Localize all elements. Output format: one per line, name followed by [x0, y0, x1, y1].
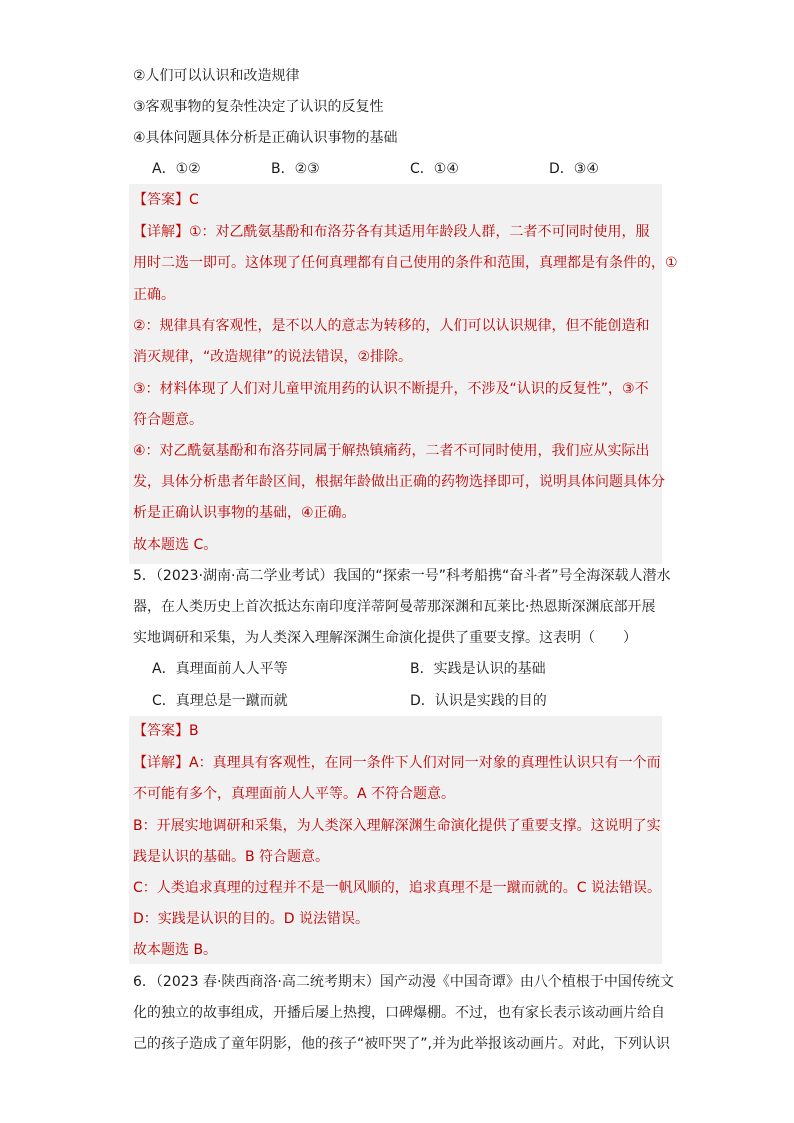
q4-detail-line: 正确。 [133, 287, 175, 303]
q4-detail-line: 析是正确认识事物的基础，④正确。 [133, 505, 356, 521]
q6-stem-line: 6．（2023 春·陕西商洛·高二统考期末）国产动漫《中国奇谭》由八个植根于中国传统文 [133, 974, 674, 990]
q5-detail-line: C：人类追求真理的过程并不是一帆风顺的，追求真理不是一蹴而就的。C 说法错误。 [133, 880, 661, 896]
q4-option-a: A．①② [152, 161, 201, 177]
q4-detail-line: ②：规律具有客观性，是不以人的意志为转移的，人们可以认识规律，但不能创造和 [133, 318, 650, 334]
q5-detail-line: 【详解】A：真理具有客观性，在同一条件下人们对同一对象的真理性认识只有一个而 [133, 755, 661, 771]
q5-stem-line: 实地调研和采集，为人类深入理解深渊生命演化提供了重要支撑。这表明（ ） [133, 630, 637, 646]
q4-detail-line: 发，具体分析患者年龄区间，根据年龄做出正确的药物选择即可，说明具体问题具体分 [133, 474, 665, 490]
q4-answer: 【答案】C [133, 192, 199, 208]
q5-detail-line: 不可能有多个，真理面前人人平等。A 不符合题意。 [133, 786, 456, 802]
q5-detail-line: 践是认识的基础。B 符合题意。 [133, 849, 330, 865]
q5-option-c: C．真理总是一蹴而就 [152, 693, 288, 709]
q4-item-4: ④具体问题具体分析是正确认识事物的基础 [133, 130, 398, 146]
q4-option-d: D．③④ [549, 161, 599, 177]
q6-stem-line: 己的孩子造成了童年阴影，他的孩子“被吓哭了”,并为此举报该动画片。对此，下列认识 [133, 1036, 670, 1052]
q4-detail-line: 【详解】①：对乙酰氨基酚和布洛芬各有其适用年龄段人群，二者不可同时使用，服 [133, 224, 650, 240]
q5-detail-line: B：开展实地调研和采集，为人类深入理解深渊生命演化提供了重要支撑。这说明了实 [133, 818, 661, 834]
q5-stem-line: 5．（2023·湖南·高二学业考试）我国的“探索一号”科考船携“奋斗者”号全海深载人潜水 [133, 568, 671, 584]
q5-detail-line: D：实践是认识的目的。D 说法错误。 [133, 911, 370, 927]
q4-option-c: C．①④ [410, 161, 459, 177]
q5-stem-line: 器，在人类历史上首次抵达东南印度洋蒂阿曼蒂那深渊和瓦莱比·热恩斯深渊底部开展 [133, 599, 656, 615]
q5-option-d: D．认识是实践的目的 [410, 693, 547, 709]
q5-answer: 【答案】B [133, 723, 199, 739]
q5-option-b: B．实践是认识的基础 [410, 661, 546, 677]
q4-detail-line: 用时二选一即可。这体现了任何真理都有自己使用的条件和范围，真理都是有条件的，① [133, 255, 678, 271]
q6-stem-line: 化的独立的故事组成，开播后屡上热搜，口碑爆棚。不过，也有家长表示该动画片给自 [133, 1005, 665, 1021]
q4-item-2: ②人们可以认识和改造规律 [133, 68, 300, 84]
q4-item-3: ③客观事物的复杂性决定了认识的反复性 [133, 99, 384, 115]
q5-option-a: A．真理面前人人平等 [152, 661, 288, 677]
q5-conclusion: 故本题选 B。 [133, 942, 218, 958]
q4-option-b: B．②③ [271, 161, 320, 177]
q4-conclusion: 故本题选 C。 [133, 537, 218, 553]
q4-detail-line: 符合题意。 [133, 412, 203, 428]
q4-detail-line: 消灭规律，“改造规律”的说法错误，②排除。 [133, 349, 413, 365]
q4-detail-line: ④：对乙酰氨基酚和布洛芬同属于解热镇痛药，二者不可同时使用，我们应从实际出 [133, 443, 650, 459]
q4-detail-line: ③：材料体现了人们对儿童甲流用药的认识不断提升，不涉及“认识的反复性”，③不 [133, 381, 649, 397]
